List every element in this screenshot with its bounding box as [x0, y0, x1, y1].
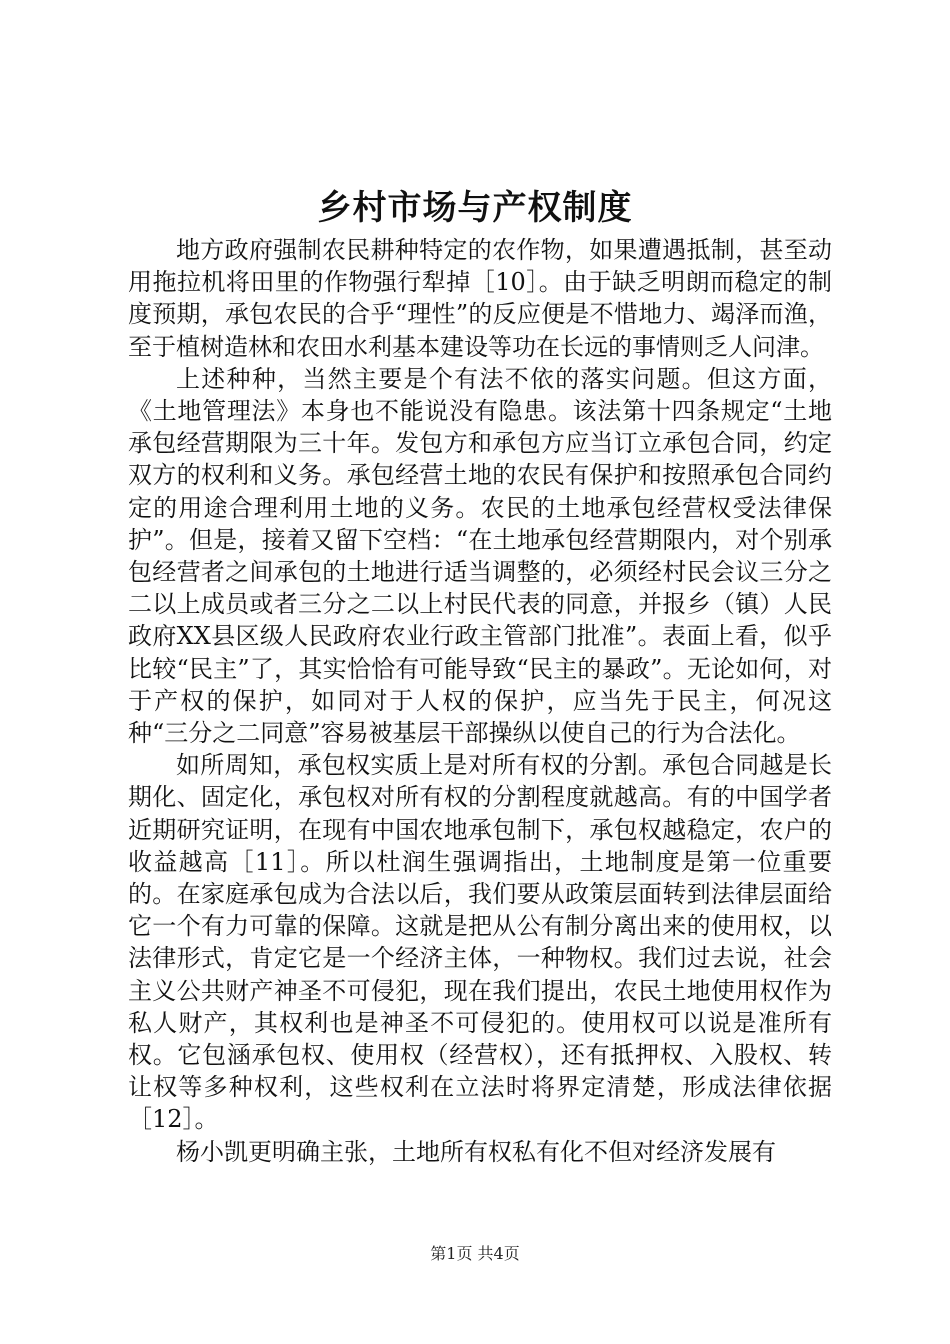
paragraph-4: 杨小凯更明确主张，土地所有权私有化不但对经济发展有	[176, 1137, 776, 1166]
paragraph-3: 如所周知，承包权实质上是对所有权的分割。承包合同越是长期化、固定化，承包权对所有权的分割程度就越高。有的中国学者近期研究证明，在现有中国农地承包制下，承包权越稳定，农户的收益越高［11］。所以杜润生强调指出，土地制度是第一位重要的。在家庭承包成为合法以后，我们要从政策层面转到法律层面给它一个有力可靠的保障。这就是把从公有制分离出来的使用权，以法律形式，肯定它是一个经济主体，一种物权。我们过去说，社会主义公共财产神圣不可侵犯，现在我们提出，农民土地使用权作为私人财产，其权利也是神圣不可侵犯的。使用权可以说是准所有权。它包涵承包权、使用权（经营权），还有抵押权、入股权、转让权等多种权利，这些权利在立法时将界定清楚，形成法律依据［12］。	[128, 751, 832, 1134]
paragraph-1: 地方政府强制农民耕种特定的农作物，如果遭遇抵制，甚至动用拖拉机将田里的作物强行犁掉［10］。由于缺乏明朗而稳定的制度预期，承包农民的合乎“理性”的反应便是不惜地力、竭泽而渔，至于植树造林和农田水利基本建设等功在长远的事情则乏人问津。	[128, 236, 832, 361]
page-footer: 第1页 共4页	[430, 1244, 520, 1263]
paragraph-2: 上述种种，当然主要是个有法不依的落实问题。但这方面，《土地管理法》本身也不能说没有隐患。该法第十四条规定“土地承包经营期限为三十年。发包方和承包方应当订立承包合同，约定双方的权利和义务。承包经营土地的农民有保护和按照承包合同约定的用途合理利用土地的义务。农民的土地承包经营权受法律保护”。但是，接着又留下空档：“在土地承包经营期限内，对个别承包经营者之间承包的土地进行适当调整的，必须经村民会议三分之二以上成员或者三分之二以上村民代表的同意，并报乡（镇）人民政府XX县区级人民政府农业行政主管部门批准”。表面上看，似乎比较“民主”了，其实恰恰有可能导致“民主的暴政”。无论如何，对于产权的保护，如同对于人权的保护，应当先于民主，何况这种“三分之二同意”容易被基层干部操纵以使自己的行为合法化。	[128, 364, 832, 748]
document-title: 乡村市场与产权制度	[317, 188, 633, 228]
document-body	[128, 234, 832, 1168]
